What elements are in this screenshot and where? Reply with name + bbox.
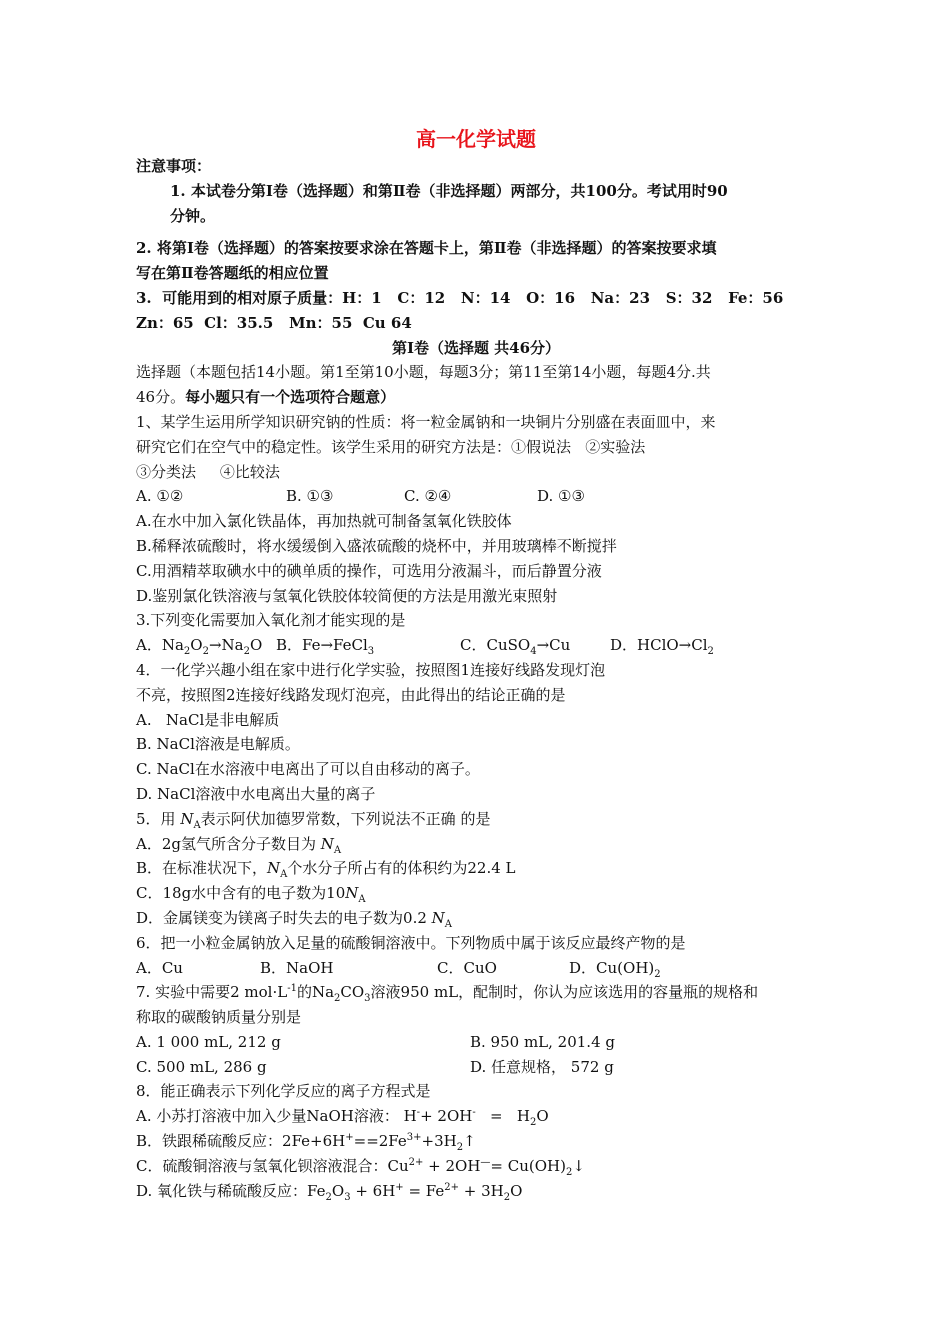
q1-stem: 1、某学生运用所学知识研究钠的性质：将一粒金属钠和一块铜片分别盛在表面皿中，来 <box>136 412 716 431</box>
q6-option-c: C．CuO <box>437 958 497 977</box>
section-intro-cont: 46分。每小题只有一个选项符合题意） <box>136 388 396 407</box>
q8-option-b: B．铁跟稀硫酸反应：$2Fe+6H^+==2Fe^{3+}+3H_2↑$ <box>136 1132 476 1154</box>
q7-option-a: A. 1 000 mL, 212 g <box>136 1032 281 1051</box>
q3-option-a: A．$Na_2O_2\to Na_2O$ <box>136 636 263 658</box>
q1-option-d: D. ①③ <box>537 487 585 506</box>
q7-stem-cont: 称取的碳酸钠质量分别是 <box>136 1008 302 1027</box>
q3-options <box>136 633 816 658</box>
section-heading: 第Ⅰ卷（选择题 共46分） <box>391 338 561 357</box>
q5-option-d: D．金属镁变为镁离子时失去的电子数为0.2 $N_A$ <box>136 908 453 930</box>
q2-option-c: C.用酒精萃取碘水中的碘单质的操作，可选用分液漏斗，而后静置分液 <box>136 561 602 580</box>
q4-option-a: A. NaCl是非电解质 <box>136 710 280 729</box>
q8-option-a: A. 小苏打溶液中加入少量NaOH溶液： $H^-+ 2OH^- = H_2O$ <box>136 1107 549 1129</box>
q6-stem: 6．把一小粒金属钠放入足量的硫酸铜溶液中。下列物质中属于该反应最终产物的是 <box>136 933 686 952</box>
q1-stem-cont2: ③分类法 ④比较法 <box>136 462 280 481</box>
q2-option-b: B.稀释浓硫酸时，将水缓缓倒入盛浓硫酸的烧杯中，并用玻璃棒不断搅拌 <box>136 536 617 555</box>
q4-option-b: B. NaCl溶液是电解质。 <box>136 735 300 754</box>
q7-options-ab <box>136 1030 816 1055</box>
notice-heading: 注意事项： <box>136 157 212 175</box>
q7-option-b: B. 950 mL, 201.4 g <box>470 1032 615 1051</box>
q8-option-c: C．硫酸铜溶液与氢氧化钡溶液混合：$Cu^{2+} + 2OH^—=$ $Cu(OH)_2↓$ <box>136 1156 585 1178</box>
q4-option-d: D. NaCl溶液中水电离出大量的离子 <box>136 784 376 803</box>
q1-option-a: A. ①② <box>136 487 184 506</box>
q1-options <box>136 484 816 509</box>
q3-option-b: B．Fe→FeCl$_3$ <box>276 636 375 658</box>
q5-option-c: C．18g水中含有的电子数为$10N_A$ <box>136 884 366 906</box>
q1-stem-cont: 研究它们在空气中的稳定性。该学生采用的研究方法是：①假说法 ②实验法 <box>136 437 646 456</box>
page-title: 高一化学试题 <box>416 127 536 151</box>
exam-page <box>136 126 816 1203</box>
q7-option-d: D. 任意规格， 572 g <box>470 1057 614 1076</box>
notice-item-3: 3. 可能用到的相对原子质量：H：1 C：12 N：14 O：16 Na：23 S：32 Fe：56 <box>136 288 784 307</box>
q4-stem: 4．一化学兴趣小组在家中进行化学实验，按照图1连接好线路发现灯泡 <box>136 660 606 679</box>
q1-option-c: C. ②④ <box>404 487 452 506</box>
q5-stem: 5．用 $N_A$表示阿伏加德罗常数，下列说法不正确 的是 <box>136 809 491 831</box>
notice-item-2-cont: 写在第Ⅱ卷答题纸的相应位置 <box>136 264 329 283</box>
q7-option-c: C. 500 mL, 286 g <box>136 1057 267 1076</box>
q3-option-c: C．CuSO$_4$→Cu <box>460 636 571 658</box>
q3-stem: 3.下列变化需要加入氧化剂才能实现的是 <box>136 611 406 630</box>
q4-stem-cont: 不亮，按照图2连接好线路发现灯泡亮，由此得出的结论正确的是 <box>136 685 566 704</box>
q6-option-b: B．NaOH <box>260 958 334 977</box>
q5-option-a: A．2g氢气所含分子数目为 $N_A$ <box>136 834 342 856</box>
q2-option-d: D.鉴别氯化铁溶液与氢氧化铁胶体较简便的方法是用激光束照射 <box>136 586 558 605</box>
notice-item-3-cont: Zn：65 Cl：35.5 Mn：55 Cu 64 <box>136 313 412 332</box>
q5-option-b: B．在标准状况下，$N_A$个水分子所占有的体积约为22.4 L <box>136 859 516 881</box>
q3-option-d: D．$HClO\to Cl_2$ <box>610 636 714 658</box>
q6-options <box>136 956 816 981</box>
q6-option-d: D．$Cu(OH)_2$ <box>569 958 661 980</box>
q4-option-c: C. NaCl在水溶液中电离出了可以自由移动的离子。 <box>136 760 480 779</box>
q1-option-b: B. ①③ <box>286 487 334 506</box>
q2-option-a: A.在水中加入氯化铁晶体，再加热就可制备氢氧化铁胶体 <box>136 512 512 531</box>
q7-stem: 7. 实验中需要2 $mol\cdot L^{-1}$的$Na_2CO_3$溶液950 mL，配制时，你认为应该选用的容量瓶的规格和 <box>136 983 759 1005</box>
q7-options-cd <box>136 1055 816 1080</box>
q8-option-d: D. 氧化铁与稀硫酸反应：$Fe_2O_3 + 6H^+ = Fe^{2+} + 3H_2O$ <box>136 1181 523 1203</box>
notice-item-1: 1. 本试卷分第Ⅰ卷（选择题）和第Ⅱ卷（非选择题）两部分，共100分。考试用时90 <box>170 181 728 200</box>
notice-item-2: 2. 将第Ⅰ卷（选择题）的答案按要求涂在答题卡上，第Ⅱ卷（非选择题）的答案按要求填 <box>136 239 717 258</box>
section-intro: 选择题（本题包括14小题。第1至第10小题，每题3分；第11至第14小题，每题4分.共 <box>136 363 711 382</box>
q8-stem: 8．能正确表示下列化学反应的离子方程式是 <box>136 1082 431 1101</box>
q6-option-a: A．Cu <box>136 958 183 977</box>
notice-item-1-cont: 分钟。 <box>170 206 216 225</box>
